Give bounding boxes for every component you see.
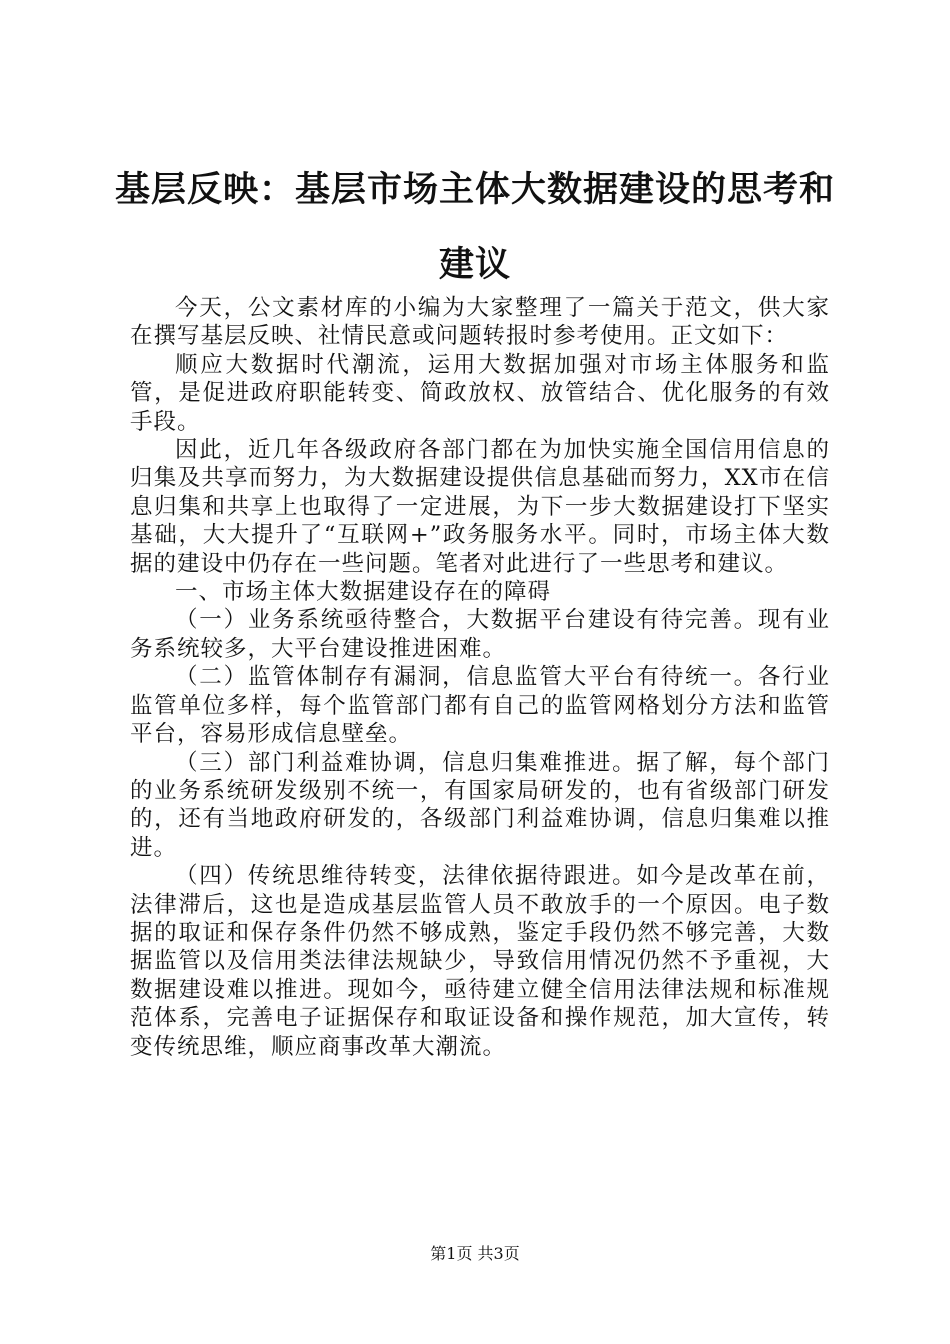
section-heading-obstacles: 一、市场主体大数据建设存在的障碍 xyxy=(175,579,552,606)
paragraph-point-4: （四）传统思维待转变，法律依据待跟进。如今是改革在前，法律滞后，这也是造成基层监管人员不敢放手的一个原因。电子数据的取证和保存条件仍然不够成熟，鉴定手段仍然不够完善，大数据监管以及信用类法律法规缺少，导致信用情况仍然不予重视，大数据建设难以推进。现如今，亟待建立健全信用法律法规和标准规范体系，完善电子证据保存和取证设备和操作规范，加大宣传，转变传统思维，顺应商事改革大潮流。 xyxy=(130,863,830,1060)
page-number-footer: 第1页 共3页 xyxy=(430,1244,520,1263)
paragraph-background: 顺应大数据时代潮流，运用大数据加强对市场主体服务和监管，是促进政府职能转变、简政放权、放管结合、优化服务的有效手段。 xyxy=(130,351,830,435)
paragraph-intro: 今天，公文素材库的小编为大家整理了一篇关于范文，供大家在撰写基层反映、社情民意或问题转报时参考使用。正文如下： xyxy=(130,295,830,350)
document-title-line-2: 建议 xyxy=(438,244,511,285)
paragraph-point-3: （三）部门利益难协调，信息归集难推进。据了解，每个部门的业务系统研发级别不统一，有国家局研发的，也有省级部门研发的，还有当地政府研发的，各级部门利益难协调，信息归集难以推进。 xyxy=(130,749,830,861)
document-title-line-1: 基层反映：基层市场主体大数据建设的思考和 xyxy=(114,169,835,210)
paragraph-context: 因此，近几年各级政府各部门都在为加快实施全国信用信息的归集及共享而努力，为大数据建设提供信息基础而努力，XX市在信息归集和共享上也取得了一定进展，为下一步大数据建设打下坚实基础，大大提升了“互联网+”政务服务水平。同时，市场主体大数据的建设中仍存在一些问题。笔者对此进行了一些思考和建议。 xyxy=(130,437,830,577)
paragraph-point-2: （二）监管体制存有漏洞，信息监管大平台有待统一。各行业监管单位多样，每个监管部门都有自己的监管网格划分方法和监管平台，容易形成信息壁垒。 xyxy=(130,664,830,748)
paragraph-point-1: （一）业务系统亟待整合，大数据平台建设有待完善。现有业务系统较多，大平台建设推进困难。 xyxy=(130,607,830,662)
document-body xyxy=(130,294,830,1061)
